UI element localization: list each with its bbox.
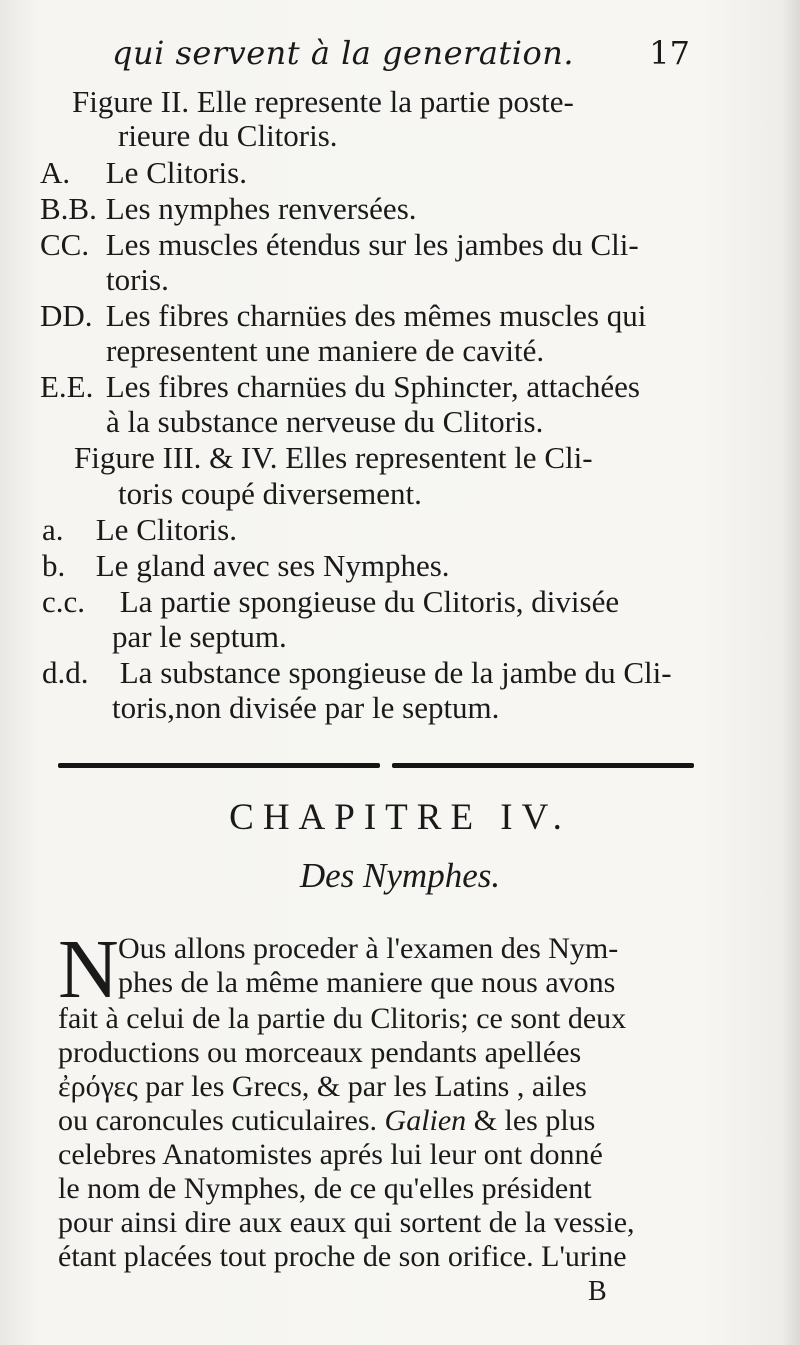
legend-text: Les fibres charnües des mêmes muscles qui (105, 298, 647, 333)
legend-label: A. (40, 155, 71, 190)
page-edge-shadow (782, 0, 800, 1345)
legend-text: Le Clitoris. (105, 155, 247, 190)
legend-label: d.d. (42, 655, 89, 690)
page-number: 17 (649, 34, 690, 72)
legend-continuation: à la substance nerveuse du Clitoris. (106, 404, 544, 439)
body-line: étant placées tout proche de son orifice. L'urine (58, 1240, 627, 1273)
legend-label: DD. (40, 298, 93, 333)
page-header (100, 30, 690, 80)
divider-segment-right (392, 763, 694, 768)
running-head: qui servent à la generation. (112, 34, 575, 72)
legend-item (40, 298, 646, 334)
legend-label: b. (42, 548, 66, 583)
legend-text: Le Clitoris. (95, 512, 237, 547)
drop-cap: N (58, 923, 119, 1016)
body-line: fait à celui de la partie du Clitoris; ce sont deux (58, 1002, 627, 1035)
body-line: le nom de Nymphes, de ce qu'elles président (58, 1172, 592, 1205)
divider-segment-left (58, 763, 380, 768)
body-line: pour ainsi dire aux eaux qui sortent de la vessie, (58, 1206, 635, 1239)
body-line: Ous allons proceder à l'examen des Nym- (118, 932, 619, 965)
legend-continuation: toris,non divisée par le septum. (112, 690, 500, 725)
legend-item (42, 512, 237, 548)
legend-text: La partie spongieuse du Clitoris, divisée (119, 584, 620, 619)
legend-text: Le gland avec ses Nymphes. (95, 548, 450, 583)
figure-iii-caption-line-2: toris coupé diversement. (118, 476, 422, 511)
legend-item (42, 584, 619, 620)
body-line: phes de la même maniere que nous avons (118, 966, 616, 999)
legend-label: B.B. (40, 191, 97, 226)
legend-item (40, 191, 417, 227)
body-line: ou caroncules cuticulaires. Galien & les plus (58, 1104, 596, 1137)
legend-continuation: par le septum. (112, 619, 287, 654)
legend-text: Les nymphes renversées. (105, 191, 417, 226)
legend-continuation: representent une maniere de cavité. (106, 333, 545, 368)
chapter-heading: CHAPITRE IV. (229, 797, 571, 838)
signature-mark: B (588, 1276, 607, 1307)
body-line: productions ou morceaux pendants apellées (58, 1036, 582, 1069)
legend-label: E.E. (40, 369, 94, 404)
figure-iii-caption-line-1: Figure III. & IV. Elles representent le Cli- (74, 440, 593, 475)
legend-item (40, 369, 640, 405)
legend-text: Les muscles étendus sur les jambes du Cli- (105, 227, 639, 262)
author-name: Galien (384, 1104, 467, 1137)
chapter-title: Des Nymphes. (299, 856, 501, 895)
legend-text: La substance spongieuse de la jambe du Cli- (119, 655, 672, 690)
legend-item (42, 548, 450, 584)
legend-text: Les fibres charnües du Sphincter, attachées (105, 369, 640, 404)
legend-continuation: toris. (106, 262, 169, 297)
section-divider (58, 763, 694, 771)
figure-ii-caption-line-2: rieure du Clitoris. (118, 118, 338, 153)
legend-label: c.c. (42, 584, 86, 619)
legend-label: CC. (40, 227, 90, 262)
legend-item (40, 155, 247, 191)
legend-item (42, 655, 672, 691)
legend-label: a. (42, 512, 64, 547)
legend-item (40, 227, 639, 263)
body-line: celebres Anatomistes aprés lui leur ont donné (58, 1138, 603, 1171)
figure-ii-caption-line-1: Figure II. Elle represente la partie poste- (72, 84, 574, 119)
body-line: ἐρόγες par les Grecs, & par les Latins , ailes (58, 1070, 587, 1103)
